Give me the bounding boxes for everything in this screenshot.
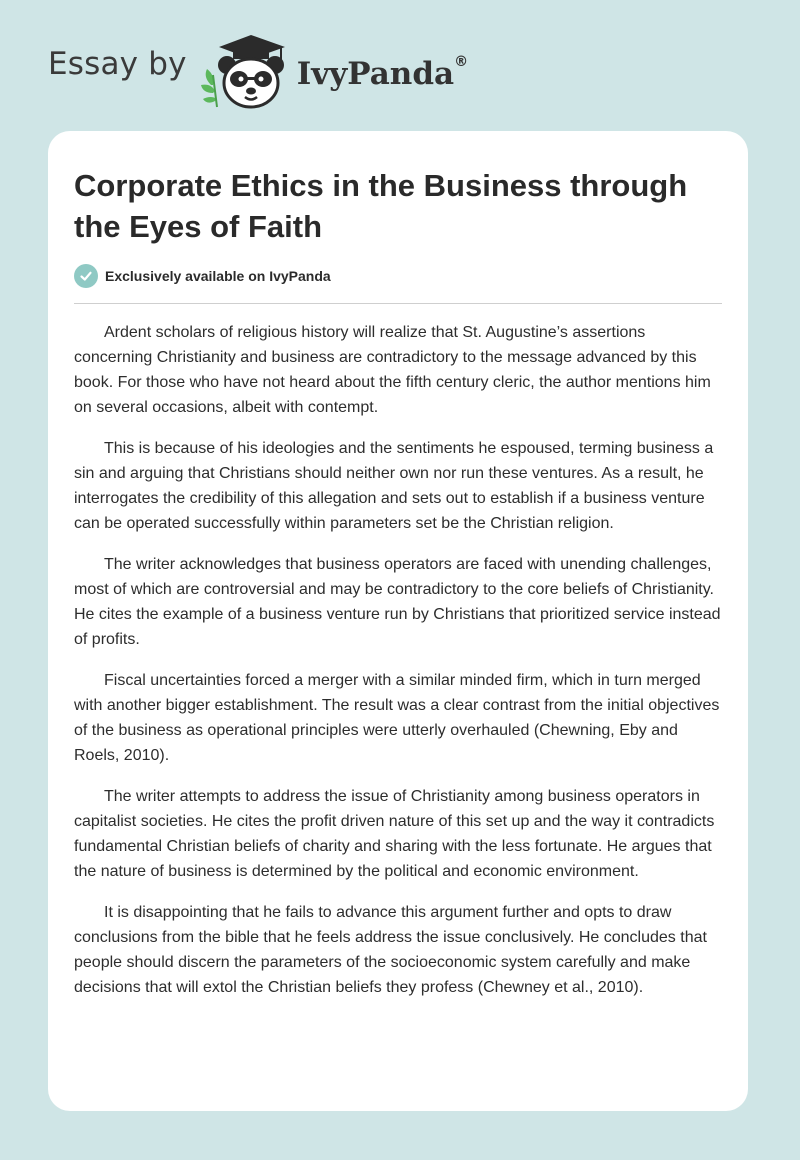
- check-icon: [74, 264, 98, 288]
- registered-mark: ®: [454, 54, 469, 70]
- paragraph: This is because of his ideologies and the sentiments he espoused, terming business a sin and arguing that Christians should neither own nor run these ventures. As a result, he interrogates the credibility of this allegation and sets out to establish if a business venture can be operated successfully within parameters set be the Christian religion.: [74, 440, 714, 532]
- paragraph: Ardent scholars of religious history will realize that St. Augustine’s assertions concerning Christianity and business are contradictory to the message advanced by this book. For those who have not heard about the fifth century cleric, the author mentions him on several occasions, albeit with contempt.: [74, 324, 711, 416]
- site-header: [48, 28, 648, 118]
- brand-name[interactable]: IvyPanda®: [296, 54, 469, 92]
- page-title: Corporate Ethics in the Business through the Eyes of Faith: [74, 168, 688, 244]
- essay-by-label: Essay by: [48, 46, 187, 82]
- exclusive-badge: [74, 264, 331, 288]
- badge-label: Exclusively available on IvyPanda: [105, 268, 331, 284]
- divider: [74, 303, 722, 304]
- essay-card: [48, 131, 748, 1111]
- panda-logo-icon[interactable]: [199, 31, 295, 111]
- paragraph: The writer acknowledges that business operators are faced with unending challenges, most of which are controversial and may be contradictory to the core beliefs of Christianity. He cites the example of a business venture run by Christians that prioritized service instead of profits.: [74, 556, 721, 648]
- paragraph: The writer attempts to address the issue of Christianity among business operators in capitalist societies. He cites the profit driven nature of this set up and the way it contradicts fundamental Christian beliefs of charity and sharing with the less fortunate. He argues that the nature of business is determined by the political and economic environment.: [74, 788, 715, 880]
- paragraph: It is disappointing that he fails to advance this argument further and opts to draw conclusions from the bible that he feels address the issue conclusively. He concludes that people should discern the parameters of the socioeconomic system carefully and make decisions that will extol the Christian beliefs they profess (Chewney et al., 2010).: [74, 904, 707, 996]
- paragraph: Fiscal uncertainties forced a merger with a similar minded firm, which in turn merged with another bigger establishment. The result was a clear contrast from the initial objectives of the business as operational principles were utterly overhauled (Chewning, Eby and Roels, 2010).: [74, 672, 720, 764]
- essay-body: [74, 320, 724, 1016]
